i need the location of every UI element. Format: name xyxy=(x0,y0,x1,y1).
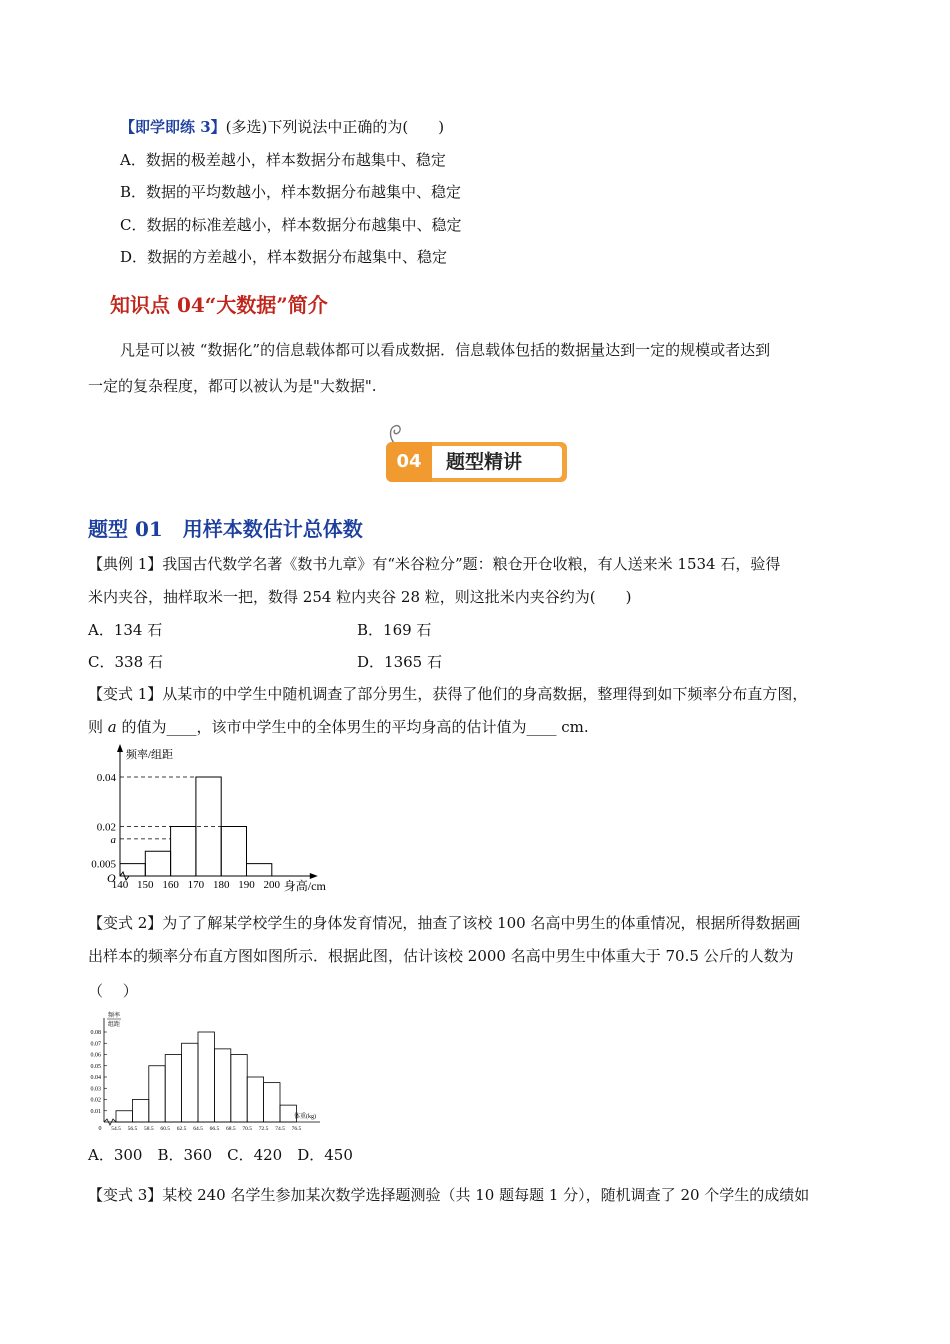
y-tick-label: 0.04 xyxy=(96,772,116,784)
origin-label: O xyxy=(107,871,116,885)
variable-a: a xyxy=(107,718,117,736)
practice3-option-a: A．数据的极差越小，样本数据分布越集中、稳定 xyxy=(120,151,446,169)
x-tick-label: 64.5 xyxy=(193,1126,203,1132)
variant2-line3: （ ） xyxy=(88,982,138,1000)
y-axis-arrow xyxy=(117,744,123,752)
example1-line1: 【典例 1】我国古代数学名著《数书九章》有“米谷粒分”题：粮仓开仓收粮，有人送来米 1534 石，验得 xyxy=(88,555,781,573)
x-tick-label: 58.5 xyxy=(143,1126,154,1132)
banner-frame xyxy=(386,442,567,482)
histogram-bar xyxy=(171,827,196,877)
histogram-bar xyxy=(165,1055,181,1123)
y-tick-label: 0.01 xyxy=(90,1108,101,1115)
origin-label: 0 xyxy=(98,1126,102,1132)
variant2-line2: 出样本的频率分布直方图如图所示．根据此图，估计该校 2000 名高中男生中体重大于 70.5 公斤的人数为 xyxy=(88,947,794,965)
x-axis-title: 体重(kg) xyxy=(294,1114,316,1120)
x-tick-label: 68.5 xyxy=(225,1126,236,1132)
example1-line2: 米内夹谷，抽样取米一把，数得 254 粒内夹谷 28 粒，则这批米内夹谷约为( ) xyxy=(88,588,632,606)
x-tick-label: 150 xyxy=(137,879,154,891)
example1-option-a: A．134 石 xyxy=(88,621,163,639)
practice3-option-d: D．数据的方差越小，样本数据分布越集中、稳定 xyxy=(120,248,448,266)
height-histogram xyxy=(86,744,346,894)
x-tick-label: 66.5 xyxy=(209,1126,220,1132)
practice3-question xyxy=(120,117,444,137)
y-tick-label: 0.04 xyxy=(90,1075,101,1081)
variant2-options: A．300 B．360 C．420 D．450 xyxy=(88,1146,353,1164)
y-tick-label: 0.005 xyxy=(91,858,116,871)
histogram-bar xyxy=(182,1043,198,1122)
variant3-line1: 【变式 3】某校 240 名学生参加某次数学选择题测验（共 10 题每题 1 分），随机调查了 20 个学生的成绩如 xyxy=(88,1186,810,1204)
histogram-bar xyxy=(247,864,272,876)
x-tick-label: 54.5 xyxy=(111,1126,121,1132)
y-tick-label: 0.06 xyxy=(90,1052,101,1059)
example1-option-c: C．338 石 xyxy=(88,653,163,671)
histogram-bar xyxy=(116,1111,132,1122)
histogram-bar xyxy=(132,1100,148,1123)
practice3-stem: (多选)下列说法中正确的为( ) xyxy=(225,118,445,136)
histogram-bar xyxy=(149,1066,165,1122)
x-tick-label: 62.5 xyxy=(176,1126,187,1132)
y-tick-label: 0.05 xyxy=(90,1063,101,1070)
type01-title: 题型 01 用样本数估计总体数 xyxy=(88,517,363,541)
x-tick-label: 190 xyxy=(238,879,255,891)
x-tick-label: 76.5 xyxy=(291,1126,302,1132)
practice3-option-b: B．数据的平均数越小，样本数据分布越集中、稳定 xyxy=(120,183,462,201)
x-axis-title: 身高/cm xyxy=(283,879,326,893)
banner-title: 题型精讲 xyxy=(446,451,523,473)
y-axis-title-bottom: 组距 xyxy=(108,1022,121,1028)
y-tick-label: 0.02 xyxy=(90,1097,101,1104)
x-tick-label: 72.5 xyxy=(258,1126,269,1132)
practice3-option-c: C．数据的标准差越小，样本数据分布越集中、稳定 xyxy=(120,216,462,234)
banner-number: 04 xyxy=(386,442,432,482)
x-tick-label: 74.5 xyxy=(275,1126,285,1132)
section-banner xyxy=(386,436,567,482)
histogram-bar xyxy=(231,1055,247,1123)
y-tick-label: a xyxy=(110,833,116,846)
practice3-tag: 【即学即练 3】 xyxy=(120,118,226,136)
x-tick-label: 140 xyxy=(111,879,129,891)
example1-option-b: B．169 石 xyxy=(357,621,432,639)
x-tick-label: 60.5 xyxy=(160,1126,171,1132)
histogram-bar xyxy=(198,1032,214,1122)
y-tick-label: 0.02 xyxy=(96,821,116,834)
histogram-bar xyxy=(145,851,170,876)
y-axis-title: 频率/组距 xyxy=(126,749,174,761)
x-tick-label: 200 xyxy=(263,879,281,891)
variant1-line2: 则 a 的值为____，该市中学生中的全体男生的平均身高的估计值为____ cm. xyxy=(88,718,589,736)
histogram-bar xyxy=(221,827,246,877)
weight-histogram xyxy=(82,1010,324,1136)
y-axis-title-top: 频率 xyxy=(108,1013,121,1019)
variant2-line1: 【变式 2】为了了解某学校学生的身体发育情况，抽查了该校 100 名高中男生的体重情况，根据所得数据画 xyxy=(88,914,801,932)
histogram-bar xyxy=(214,1049,230,1122)
y-tick-label: 0.08 xyxy=(90,1030,101,1036)
y-tick-label: 0.07 xyxy=(90,1041,101,1048)
x-tick-label: 170 xyxy=(187,879,205,891)
knowledge04-text-line2: 一定的复杂程度，都可以被认为是"大数据". xyxy=(88,377,377,395)
x-tick-label: 160 xyxy=(162,879,179,891)
histogram-bar xyxy=(247,1077,263,1122)
x-tick-label: 70.5 xyxy=(242,1126,253,1132)
y-tick-label: 0.03 xyxy=(90,1086,101,1093)
variant1-line1: 【变式 1】从某市的中学生中随机调查了部分男生，获得了他们的身高数据，整理得到如下频率分布直方图， xyxy=(88,685,808,703)
knowledge04-text-line1: 凡是可以被 “数据化”的信息载体都可以看成数据．信息载体包括的数据量达到一定的规模或者达到 xyxy=(120,341,771,359)
example1-option-d: D．1365 石 xyxy=(357,653,442,671)
histogram-bar xyxy=(264,1083,280,1122)
knowledge04-title: 知识点 04“大数据”简介 xyxy=(110,293,328,317)
x-tick-label: 180 xyxy=(212,879,230,891)
x-tick-label: 56.5 xyxy=(127,1126,138,1132)
